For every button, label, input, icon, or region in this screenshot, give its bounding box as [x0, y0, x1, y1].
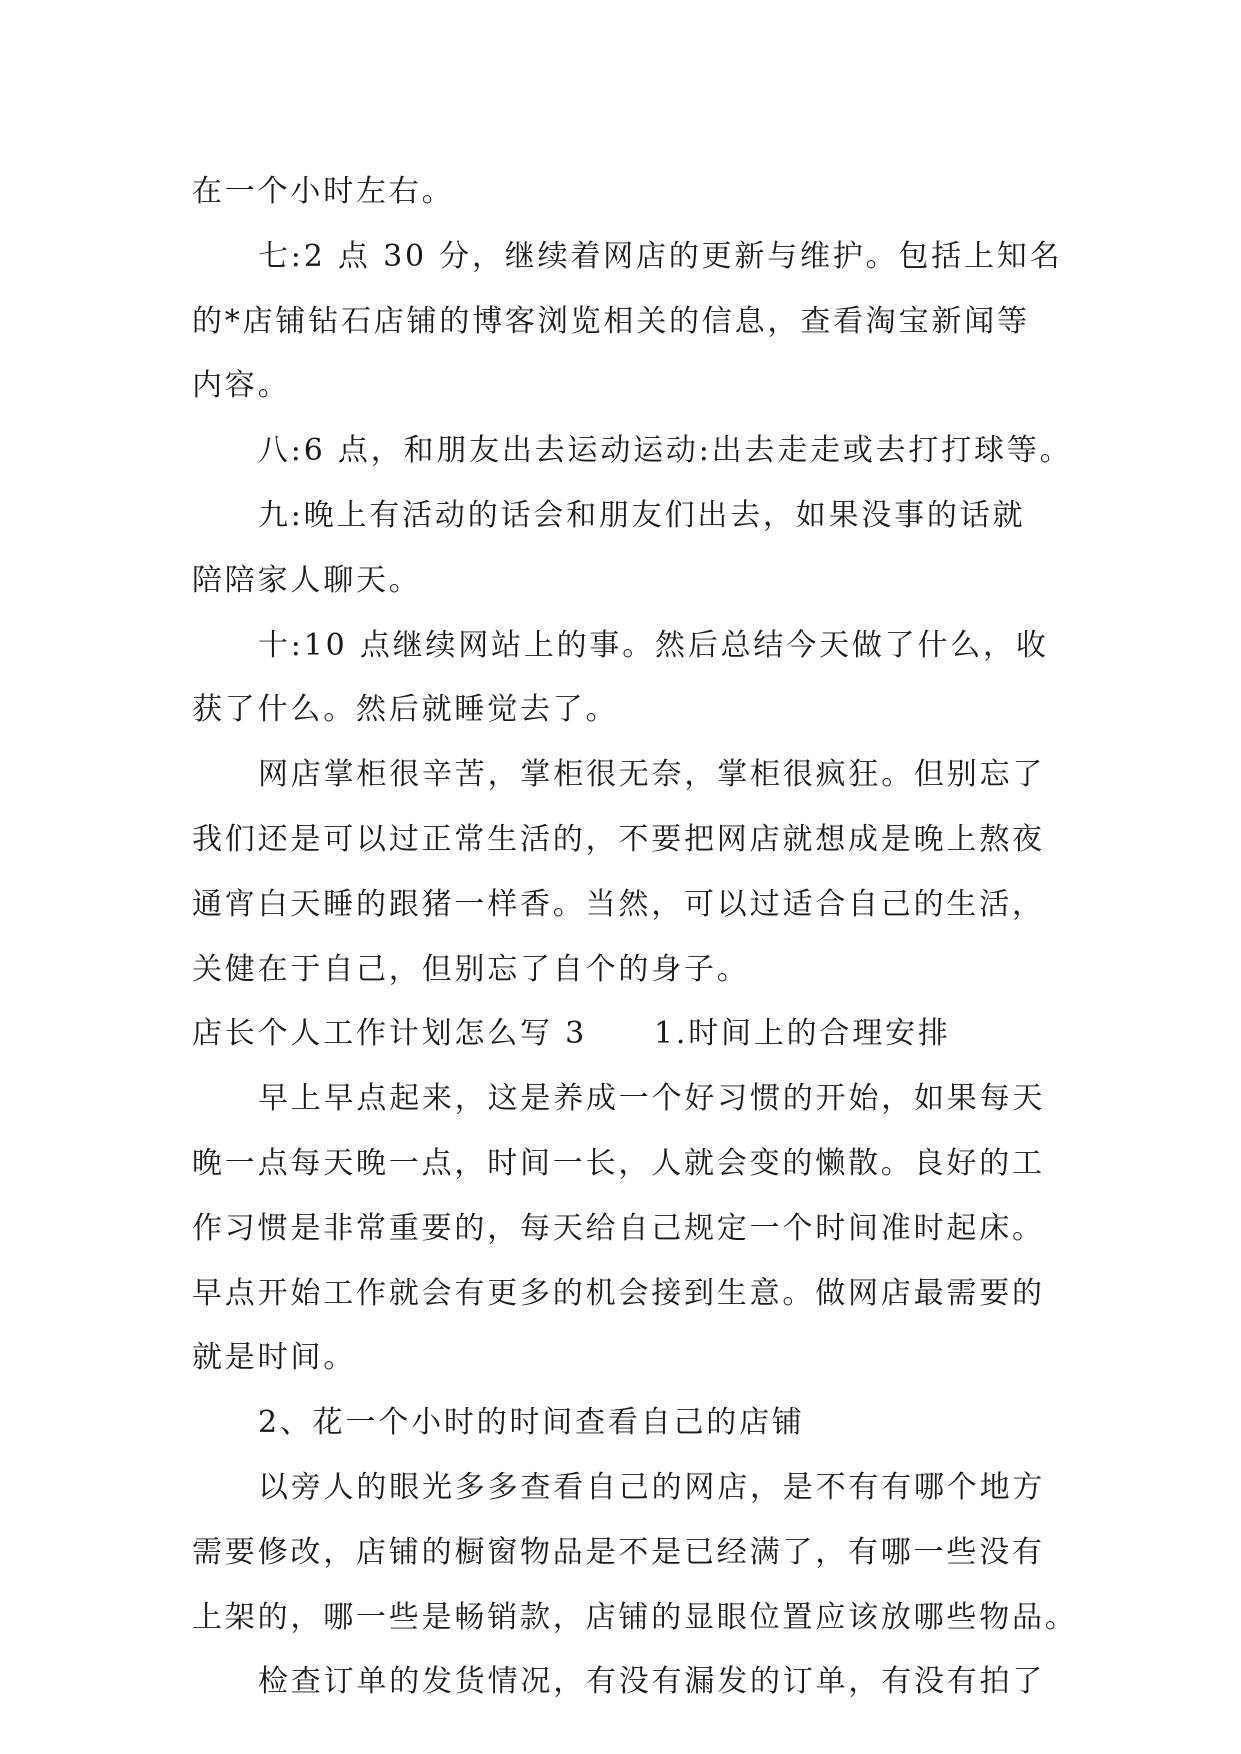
paragraph-line: 内容。 — [192, 368, 291, 404]
paragraph-line: 获了什么。然后就睡觉去了。 — [192, 692, 619, 728]
paragraph-line: 以旁人的眼光多多查看自己的网店，是不有有哪个地方 — [258, 1469, 1046, 1505]
paragraph-line: 晚一点每天晚一点，时间一长，人就会变的懒散。良好的工 — [192, 1145, 1045, 1181]
paragraph-line: 检查订单的发货情况，有没有漏发的订单，有没有拍了 — [258, 1664, 1046, 1700]
paragraph-line: 的*店铺钻石店铺的博客浏览相关的信息，查看淘宝新闻等 — [192, 303, 1030, 339]
paragraph-line: 七:2 点 30 分，继续着网店的更新与维护。包括上知名 — [258, 238, 1063, 274]
paragraph-line: 早点开始工作就会有更多的机会接到生意。做网店最需要的 — [192, 1275, 1045, 1311]
section-subtitle: 1.时间上的合理安排 — [654, 1016, 951, 1052]
paragraph-line: 作习惯是非常重要的，每天给自己规定一个时间准时起床。 — [192, 1210, 1045, 1246]
document-body — [192, 160, 1078, 1715]
paragraph-line: 关健在于自己，但别忘了自个的身子。 — [192, 951, 750, 987]
paragraph-line: 上架的，哪一些是畅销款，店铺的显眼位置应该放哪些物品。 — [192, 1599, 1078, 1635]
section-heading — [192, 1002, 1052, 1067]
paragraph-line: 需要修改，店铺的橱窗物品是不是已经满了，有哪一些没有 — [192, 1534, 1045, 1570]
paragraph-line: 在一个小时左右。 — [192, 174, 455, 209]
paragraph-line: 通宵白天睡的跟猪一样香。当然，可以过适合自己的生活， — [192, 886, 1045, 922]
paragraph-line: 网店掌柜很辛苦，掌柜很无奈，掌柜很疯狂。但别忘了 — [258, 757, 1046, 793]
paragraph-line: 八:6 点，和朋友出去运动运动:出去走走或去打打球等。 — [258, 433, 1073, 469]
paragraph-line: 就是时间。 — [192, 1340, 356, 1376]
paragraph-line: 十:10 点继续网站上的事。然后总结今天做了什么，收 — [258, 627, 1049, 663]
paragraph-line: 陪陪家人聊天。 — [192, 562, 422, 598]
paragraph-line: 早上早点起来，这是养成一个好习惯的开始，如果每天 — [258, 1081, 1046, 1117]
paragraph-line: 九:晚上有活动的话会和朋友们出去，如果没事的话就 — [258, 497, 1026, 533]
paragraph-line: 我们还是可以过正常生活的，不要把网店就想成是晚上熬夜 — [192, 821, 1045, 857]
paragraph-line: 2、花一个小时的时间查看自己的店铺 — [258, 1405, 805, 1441]
section-title: 店长个人工作计划怎么写 3 — [192, 1016, 588, 1052]
